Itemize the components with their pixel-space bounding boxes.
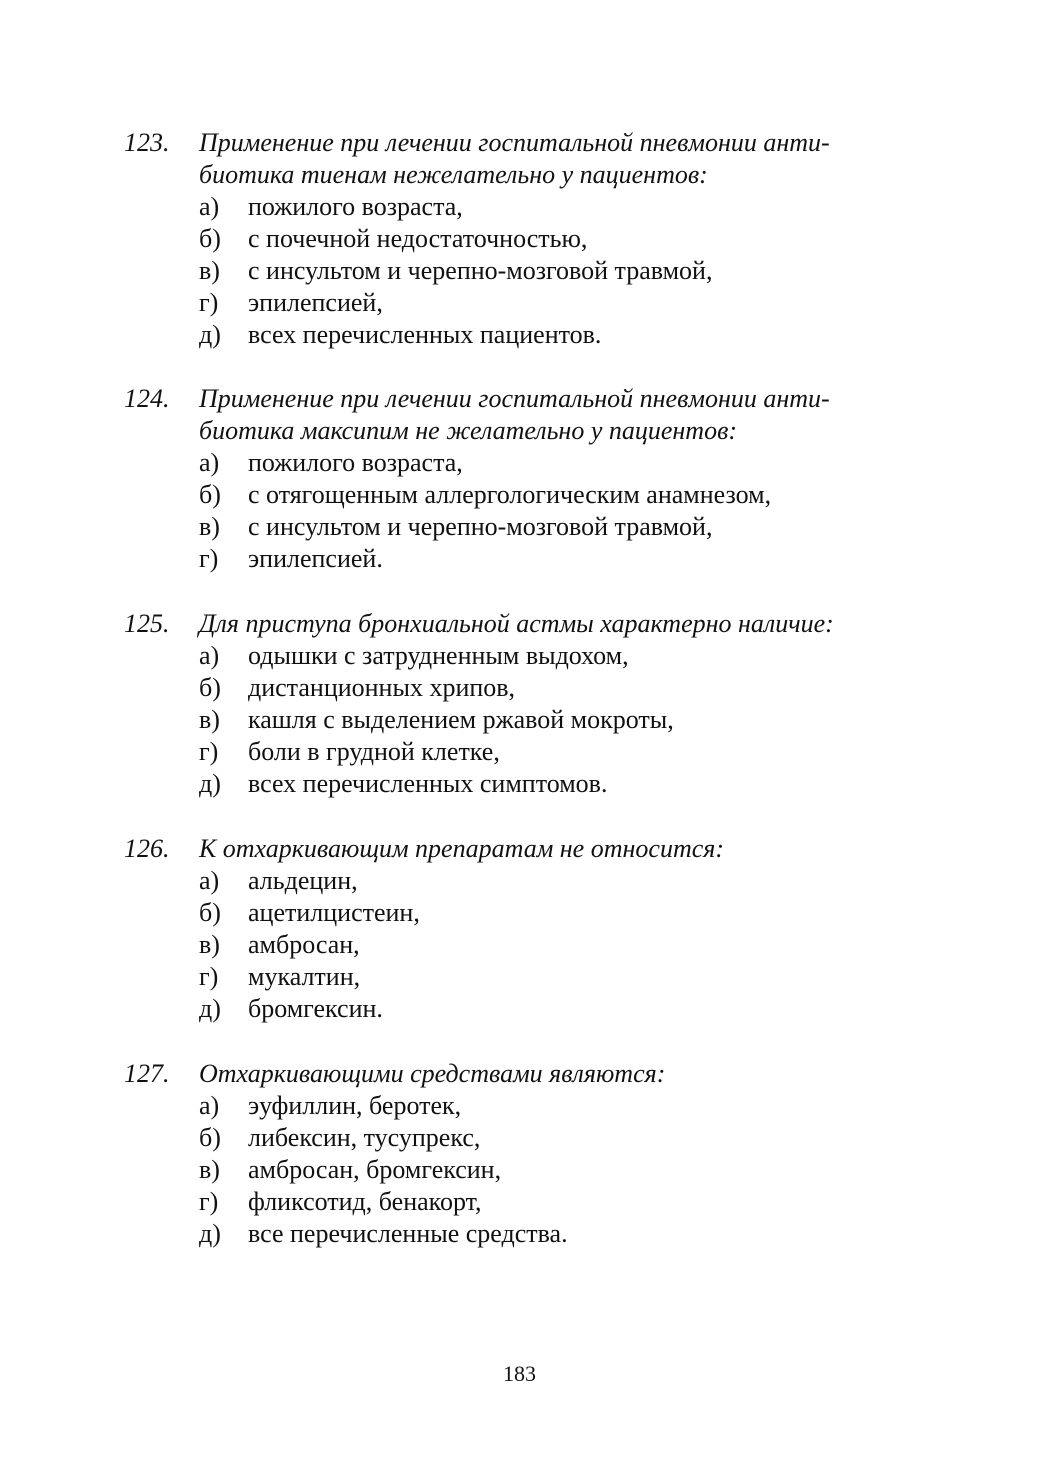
- option-text: эпилепсией.: [248, 544, 383, 573]
- option-letter: в): [199, 256, 220, 285]
- option-letter: б): [199, 898, 221, 927]
- question-header: [124, 383, 914, 447]
- option-text: с инсультом и черепно-мозговой травмой,: [248, 256, 713, 285]
- option-text: все перечисленные средства.: [248, 1219, 568, 1248]
- option-letter: г): [199, 962, 219, 991]
- answer-option: [199, 736, 914, 768]
- answer-option: [199, 929, 914, 961]
- option-letter: г): [199, 737, 219, 766]
- option-letter: а): [199, 448, 220, 477]
- question-header: [124, 608, 914, 640]
- option-letter: в): [199, 930, 220, 959]
- option-text: пожилого возраста,: [248, 448, 463, 477]
- option-letter: а): [199, 641, 220, 670]
- question-header: [124, 1058, 914, 1090]
- answer-option: [199, 865, 914, 897]
- option-letter: г): [199, 1187, 219, 1216]
- option-text: амбросан, бромгексин,: [248, 1155, 502, 1184]
- option-letter: д): [199, 769, 221, 798]
- answer-options: [124, 191, 914, 351]
- question-127: [124, 1058, 914, 1250]
- answer-option: [199, 897, 914, 929]
- question-header: [124, 833, 914, 865]
- answer-option: [199, 223, 914, 255]
- option-letter: а): [199, 1091, 220, 1120]
- option-text: эпилепсией,: [248, 288, 383, 317]
- question-header: [124, 127, 914, 191]
- answer-option: [199, 511, 914, 543]
- option-text: пожилого возраста,: [248, 192, 463, 221]
- question-125: [124, 608, 914, 800]
- option-letter: д): [199, 994, 221, 1023]
- option-text: мукалтин,: [248, 962, 361, 991]
- question-number: 127.: [124, 1059, 170, 1088]
- option-letter: б): [199, 224, 221, 253]
- option-text: дистанционных хрипов,: [248, 673, 516, 702]
- question-text-line: Для приступа бронхиальной астмы характерно наличие:: [199, 609, 834, 638]
- option-letter: г): [199, 544, 219, 573]
- option-text: всех перечисленных симптомов.: [248, 769, 608, 798]
- answer-option: [199, 704, 914, 736]
- page-number: 183: [503, 1361, 536, 1386]
- question-text-line: Отхаркивающими средствами являются:: [199, 1059, 666, 1088]
- answer-options: [124, 640, 914, 800]
- question-126: [124, 833, 914, 1025]
- option-text: эуфиллин, беротек,: [248, 1091, 462, 1120]
- answer-option: [199, 1186, 914, 1218]
- option-text: либексин, тусупрекс,: [248, 1123, 481, 1152]
- option-text: с инсультом и черепно-мозговой травмой,: [248, 512, 713, 541]
- option-text: ацетилцистеин,: [248, 898, 420, 927]
- option-text: бромгексин.: [248, 994, 383, 1023]
- answer-option: [199, 543, 914, 575]
- option-letter: а): [199, 192, 220, 221]
- option-text: фликсотид, бенакорт,: [248, 1187, 482, 1216]
- answer-option: [199, 447, 914, 479]
- option-text: всех перечисленных пациентов.: [248, 320, 602, 349]
- question-text-line: Применение при лечении госпитальной пневмонии анти-: [199, 384, 830, 413]
- question-number: 126.: [124, 834, 170, 863]
- option-letter: д): [199, 1219, 221, 1248]
- question-124: [124, 383, 914, 575]
- option-letter: б): [199, 673, 221, 702]
- question-number: 125.: [124, 609, 170, 638]
- question-text-line: Применение при лечении госпитальной пневмонии анти-: [199, 128, 830, 157]
- option-text: боли в грудной клетке,: [248, 737, 500, 766]
- answer-option: [199, 287, 914, 319]
- answer-option: [199, 1122, 914, 1154]
- answer-option: [199, 191, 914, 223]
- answer-option: [199, 1154, 914, 1186]
- question-123: [124, 127, 914, 351]
- answer-option: [199, 255, 914, 287]
- option-letter: г): [199, 288, 219, 317]
- option-letter: в): [199, 512, 220, 541]
- answer-option: [199, 479, 914, 511]
- option-text: с почечной недостаточностью,: [248, 224, 588, 253]
- answer-option: [199, 1218, 914, 1250]
- question-text-line: биотика максипим не желательно у пациентов:: [199, 416, 738, 445]
- question-number: 123.: [124, 128, 170, 157]
- option-text: амбросан,: [248, 930, 360, 959]
- answer-option: [199, 768, 914, 800]
- option-text: с отягощенным аллергологическим анамнезом,: [248, 480, 772, 509]
- option-letter: д): [199, 320, 221, 349]
- option-letter: в): [199, 1155, 220, 1184]
- option-text: кашля с выделением ржавой мокроты,: [248, 705, 674, 734]
- question-text-line: биотика тиенам нежелательно у пациентов:: [199, 160, 708, 189]
- answer-options: [124, 1090, 914, 1250]
- answer-option: [199, 640, 914, 672]
- answer-options: [124, 865, 914, 1025]
- option-text: одышки с затрудненным выдохом,: [248, 641, 629, 670]
- answer-option: [199, 672, 914, 704]
- answer-option: [199, 993, 914, 1025]
- answer-option: [199, 1090, 914, 1122]
- option-text: альдецин,: [248, 866, 358, 895]
- question-text-line: К отхаркивающим препаратам не относится:: [199, 834, 725, 863]
- answer-option: [199, 961, 914, 993]
- answer-option: [199, 319, 914, 351]
- option-letter: б): [199, 1123, 221, 1152]
- answer-options: [124, 447, 914, 575]
- option-letter: в): [199, 705, 220, 734]
- question-number: 124.: [124, 384, 170, 413]
- option-letter: а): [199, 866, 220, 895]
- option-letter: б): [199, 480, 221, 509]
